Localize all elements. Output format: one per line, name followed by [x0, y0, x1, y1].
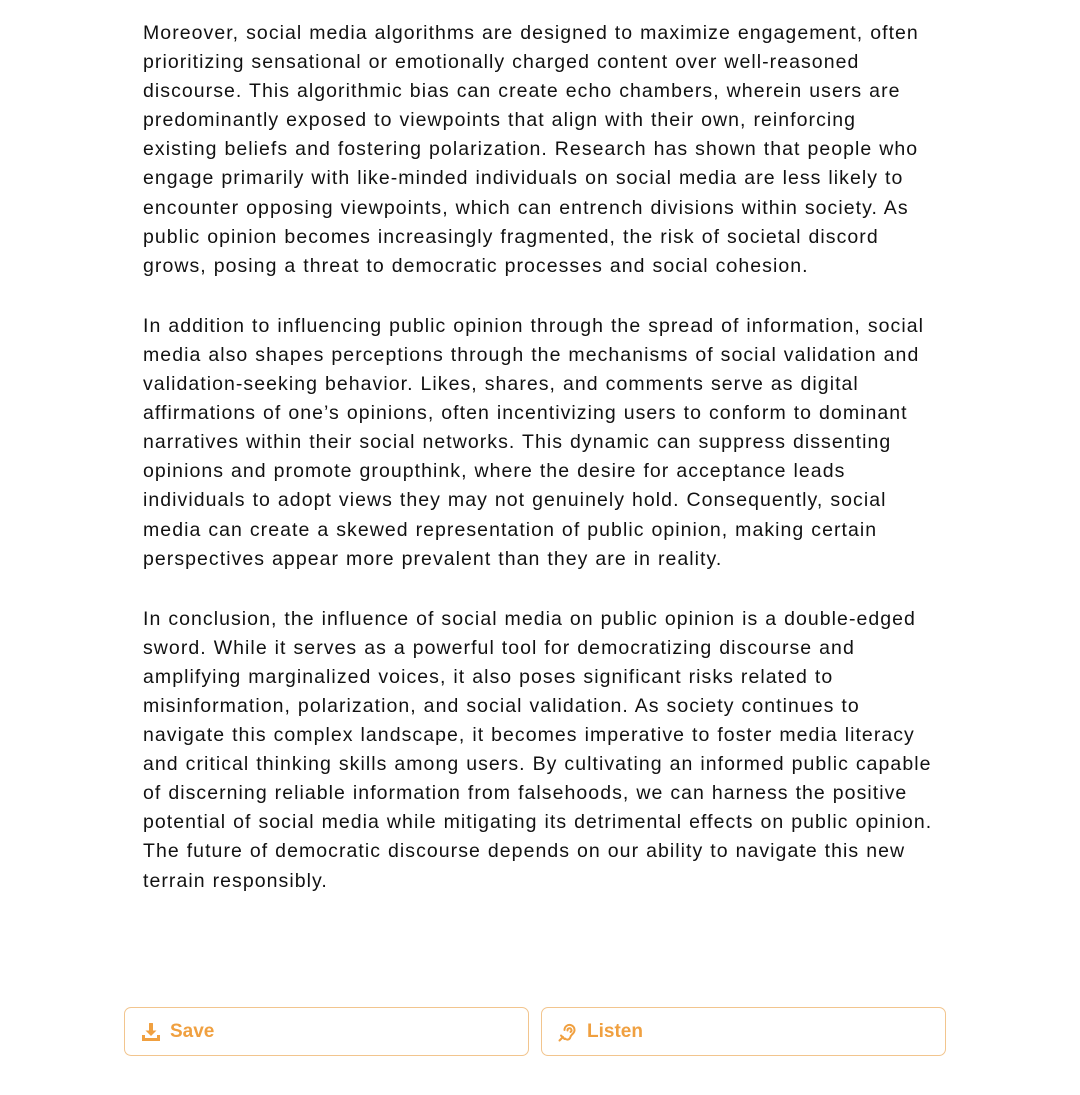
article-paragraph: In conclusion, the influence of social media on public opinion is a double-edged sword. While it serves as a powerful tool for democratizing discourse and amplifying marginalized voices, it also poses significant risks related to misinformation, polarization, and social validation. As society continues to navigate this complex landscape, it becomes imperative to foster media literacy and critical thinking skills among users. By cultivating an informed public capable of discerning reliable information from falsehoods, we can harness the positive potential of social media while mitigating its detrimental effects on public opinion. The future of democratic discourse depends on our ability to navigate this new terrain responsibly.	[143, 607, 933, 892]
action-bar	[124, 1007, 946, 1056]
article-paragraph: Moreover, social media algorithms are designed to maximize engagement, often prioritizing sensational or emotionally charged content over well-reasoned discourse. This algorithmic bias can create echo chambers, wherein users are predominantly exposed to viewpoints that align with their own, reinforcing existing beliefs and fostering polarization. Research has shown that people who engage primarily with like-minded individuals on social media are less likely to encounter opposing viewpoints, which can entrench divisions within society. As public opinion becomes increasingly fragmented, the risk of societal discord grows, posing a threat to democratic processes and social cohesion.	[143, 22, 919, 277]
save-button[interactable]	[124, 1007, 529, 1056]
listen-button-label: Listen	[587, 1020, 643, 1042]
listen-button[interactable]	[541, 1007, 946, 1056]
download-icon	[140, 1021, 162, 1043]
article-body	[143, 19, 933, 927]
article-paragraph: In addition to influencing public opinion through the spread of information, social media also shapes perceptions through the mechanisms of social validation and validation-seeking behavior. Likes, shares, and comments serve as digital affirmations of one’s opinions, often incentivizing users to conform to dominant narratives within their social networks. This dynamic can suppress dissenting opinions and promote groupthink, where the desire for acceptance leads individuals to adopt views they may not genuinely hold. Consequently, social media can create a skewed representation of public opinion, making certain perspectives appear more prevalent than they are in reality.	[143, 314, 925, 570]
save-button-label: Save	[170, 1020, 215, 1042]
hearing-icon	[557, 1021, 579, 1043]
